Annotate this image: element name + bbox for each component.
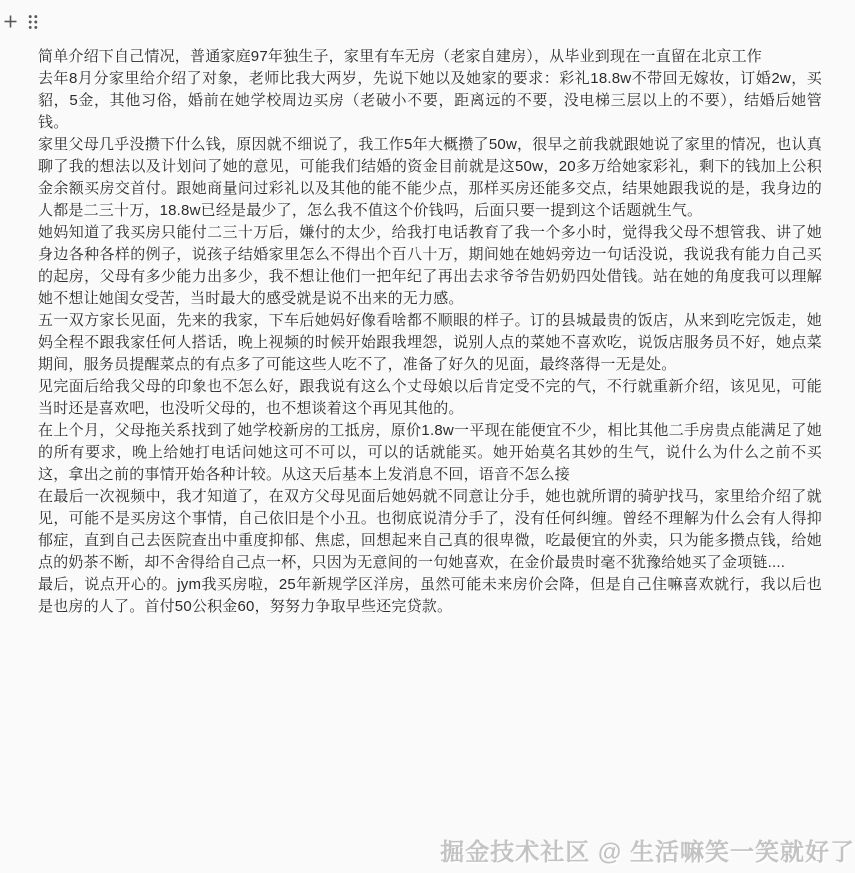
drag-handle-dots-icon <box>27 14 39 30</box>
paragraph-breakup[interactable]: 在最后一次视频中，我才知道了，在双方父母见面后她妈就不同意让分手，她也就所谓的骑驴找马，家里给介绍了就见，可能不是买房这个事情，自己依旧是个小丑。也彻底说清分手了，没有任何纠缠。曾经不理解为什么会有人得抑郁症，直到自己去医院查出中重度抑郁、焦虑，回想起来自己真的很卑微，吃最便宜的外卖，只为能多攒点钱，给她点的奶茶不断，却不舍得给自己点一杯，只因为无意间的一句她喜欢，在金价最贵时毫不犹豫给她买了金项链.... <box>38 488 822 571</box>
paragraph-mother-call[interactable]: 她妈知道了我买房只能付二三十万后，嫌付的太少，给我打电话教育了我一个多小时，觉得我父母不想管我、讲了她身边各种各样的例子，说孩子结婚家里怎么不得出个百八十万，期间她在她妈旁边一句话没说，我说我有能力自己买的起房，父母有多少能力出多少，我不想让他们一把年纪了再出去求爷爷告奶奶四处借钱。站在她的角度我可以理解她不想让她闺女受苦，当时最大的感受就是说不出来的无力感。 <box>38 224 822 307</box>
document-body <box>38 46 822 618</box>
block-controls <box>2 13 41 30</box>
plus-icon <box>3 14 18 29</box>
drag-handle[interactable] <box>25 13 41 30</box>
add-block-button[interactable] <box>2 13 18 30</box>
paragraph-ending[interactable]: 最后，说点开心的。jym我买房啦，25年新规学区洋房，虽然可能未来房价会降，但是自己住嘛喜欢就行，我以后也是也房的人了。首付50公积金60，努努力争取早些还完贷款。 <box>38 576 822 615</box>
paragraph-intro[interactable]: 简单介绍下自己情况，普通家庭97年独生子，家里有车无房（老家自建房），从毕业到现在一直留在北京工作 <box>38 48 762 65</box>
paragraph-house-offer[interactable]: 在上个月，父母拖关系找到了她学校新房的工抵房，原价1.8w一平现在能便宜不少，相比其他二手房贵点能满足了她的所有要求，晚上给她打电话问她这可不可以，可以的话就能买。她开始莫名其妙的生气，说什么为什么之前不买这，拿出之前的事情开始各种计较。从这天后基本上发消息不回，语音不怎么接 <box>38 422 822 483</box>
watermark: 掘金技术社区 @ 生活嘛笑一笑就好了 <box>440 839 855 866</box>
paragraph-savings[interactable]: 家里父母几乎没攒下什么钱，原因就不细说了，我工作5年大概攒了50w，很早之前我就跟她说了家里的情况，也认真聊了我的想法以及计划问了她的意见，可能我们结婚的资金目前就是这50w，20多万给她家彩礼，剩下的钱加上公积金余额买房交首付。跟她商量问过彩礼以及其他的能不能少点，那样买房还能多交点，结果她跟我说的是，我身边的人都是二三十万，18.8w已经是最少了，怎么我不值这个价钱吗，后面只要一提到这个话题就生气。 <box>38 136 822 219</box>
paragraph-parents-impression[interactable]: 见完面后给我父母的印象也不怎么好，跟我说有这么个丈母娘以后肯定受不完的气，不行就重新介绍，该见见，可能当时还是喜欢吧，也没听父母的，也不想谈着这个再见其他的。 <box>38 378 822 417</box>
paragraph-parents-meeting[interactable]: 五一双方家长见面，先来的我家，下车后她妈好像看啥都不顺眼的样子。订的县城最贵的饭店，从来到吃完饭走，她妈全程不跟我家任何人搭话，晚上视频的时候开始跟我埋怨，说别人点的菜她不喜欢吃，说饭店服务员不好，她点菜期间，服务员提醒菜点的有点多了可能这些人吃不了，准备了好久的见面，最终落得一无是处。 <box>38 312 822 373</box>
paragraph-requirements[interactable]: 去年8月分家里给介绍了对象，老师比我大两岁，先说下她以及她家的要求：彩礼18.8w不带回无嫁妆，订婚2w，买貂，5金，其他习俗，婚前在她学校周边买房（老破小不要，距离远的不要，没电梯三层以上的不要），结婚后她管钱。 <box>38 70 822 131</box>
